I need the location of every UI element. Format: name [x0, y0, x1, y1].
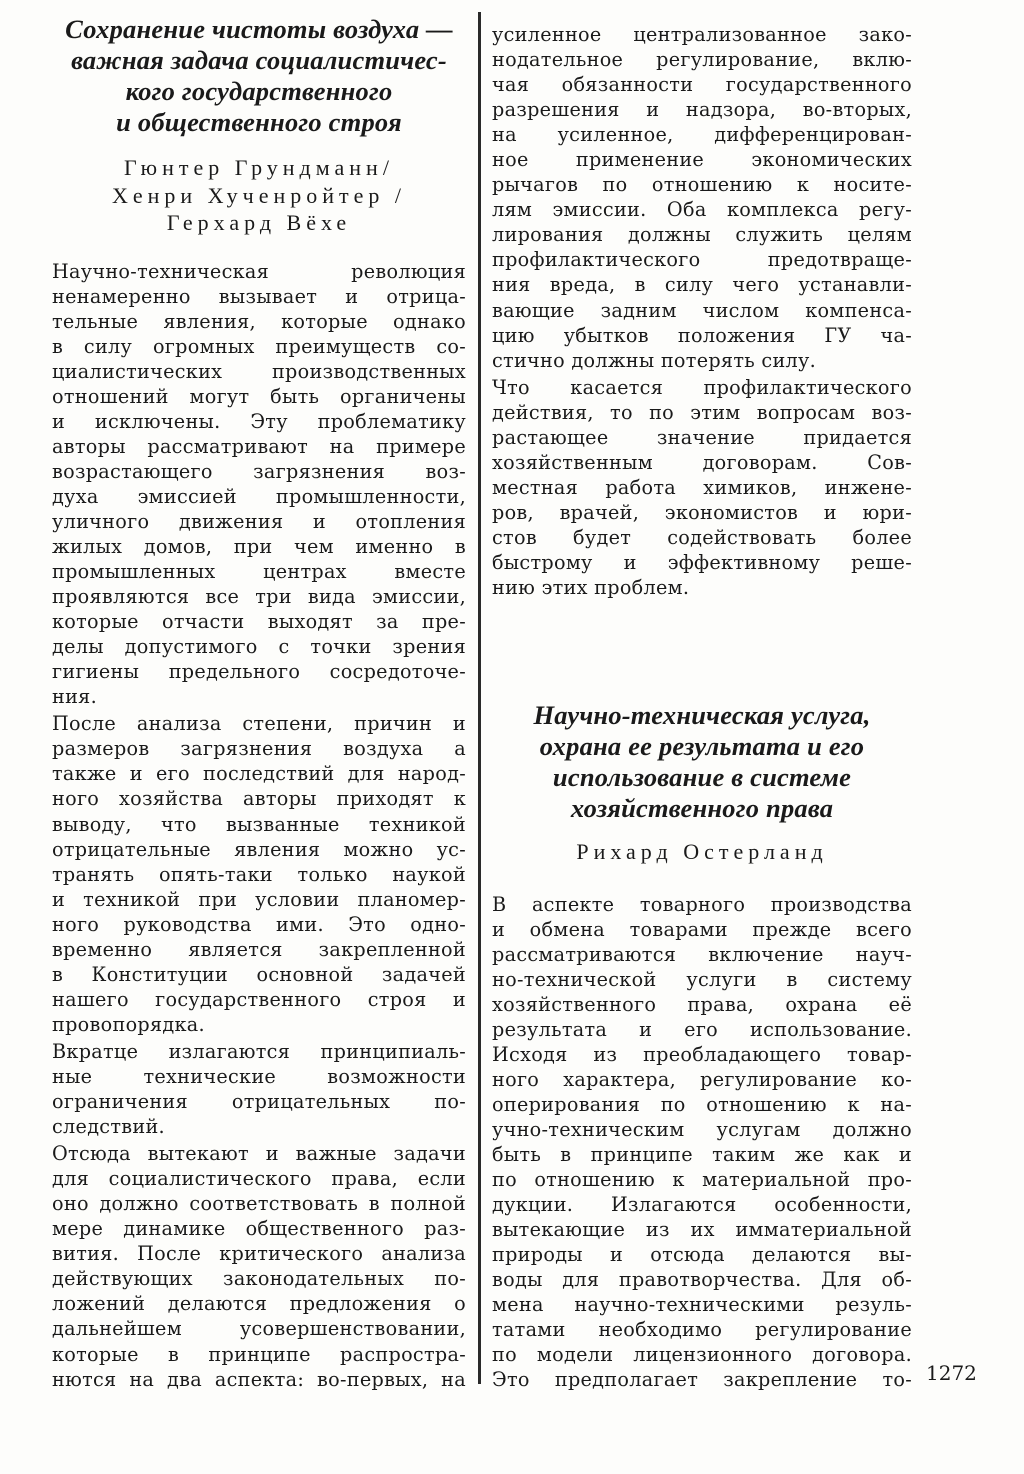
left-column [52, 0, 466, 1392]
text-line: мере динамике общественного раз- [52, 1217, 466, 1241]
text-line: временно является закрепленной [52, 937, 466, 961]
text-line: учно-техническим услугам должно [492, 1118, 912, 1141]
text-line: действующих законодательных по- [52, 1267, 466, 1291]
text-line: вающие задним числом компенса- [492, 298, 912, 322]
text-line: В аспекте товарного производства [492, 892, 912, 916]
text-line: Вкратце излагаются принципиаль- [52, 1039, 466, 1063]
abstract-paragraph [52, 1141, 466, 1391]
text-line: хозяйственным договорам. Сов- [492, 450, 912, 474]
text-line: нодательное регулирование, вклю- [492, 48, 912, 72]
text-line: ния вреда, в силу чего устанавли- [492, 273, 912, 297]
article2-title-line: Научно-техническая услуга, [533, 700, 871, 731]
text-line: природы и отсюда делаются вы- [492, 1243, 912, 1267]
text-line: оно должно соответствовать в полной [52, 1192, 466, 1216]
article1-title-line: важная задача социалистичес- [71, 45, 447, 75]
text-line: ные технические возможности [52, 1065, 466, 1088]
article1-authors [52, 154, 466, 237]
text-line: Что касается профилактического [492, 375, 912, 399]
article1-abstract [52, 259, 466, 1392]
text-line: следствий. [52, 1115, 165, 1139]
text-line: которые в принципе распростра- [52, 1342, 466, 1366]
abstract-paragraph [492, 375, 912, 600]
text-line: Исходя из преобладающего товар- [492, 1042, 912, 1066]
abstract-paragraph [52, 711, 466, 1037]
text-line: стов будет содействовать более [492, 525, 912, 549]
text-line: размеров загрязнения воздуха а [52, 737, 466, 761]
text-line: и техникой при условии планомер- [52, 887, 466, 911]
text-line: лям эмиссии. Оба комплекса регу- [492, 198, 912, 222]
abstract-paragraph [52, 1039, 466, 1139]
text-line: отрицательные явления можно ус- [52, 837, 466, 861]
article1-abstract-continuation [492, 22, 912, 600]
text-line: нию этих проблем. [492, 576, 690, 600]
text-line: быстрому и эффективному реше- [492, 550, 912, 574]
text-line: Отсюда вытекают и важные задачи [52, 1142, 466, 1166]
text-line: хозяйственного права, охрана её [492, 992, 912, 1016]
article2-title-line: использование в системе [552, 762, 852, 793]
text-line: быть в принципе таким же как и [492, 1143, 912, 1167]
text-line: уличного движения и отопления [52, 509, 466, 533]
text-line: результата и его использование. [492, 1017, 912, 1041]
text-line: на усиленное, дифференцирован- [492, 123, 912, 147]
text-line: для социалистического права, если [52, 1167, 466, 1191]
text-line: ния. [52, 685, 97, 709]
text-line: ного руководства ими. Это одно- [52, 912, 466, 936]
text-line: также и его последствий для народ- [52, 762, 466, 786]
text-line: нашего государственного строя и [52, 987, 466, 1011]
article2-title-line: хозяйственного права [570, 793, 834, 824]
text-line: но-технической услуги в систему [492, 967, 912, 991]
text-line: мена научно-техническими резуль- [492, 1293, 912, 1317]
text-line: оперирования по отношению к на- [492, 1092, 912, 1116]
text-line: в силу огромных преимуществ со- [52, 334, 466, 358]
text-line: ложений делаются предложения о [52, 1292, 466, 1316]
text-line: После анализа степени, причин и [52, 712, 466, 736]
text-line: профилактического предотвраще- [492, 248, 912, 272]
text-line: ное применение экономических [492, 148, 912, 172]
text-line: по отношению к материальной про- [492, 1168, 912, 1192]
text-line: авторы рассматривают на примере [52, 434, 466, 458]
text-line: по модели лицензионного договора. [492, 1343, 912, 1367]
page-number: 1272 [926, 1361, 977, 1385]
text-line: возрастающего загрязнения воз- [52, 459, 466, 483]
text-line: разрешения и надзора, во-вторых, [492, 98, 912, 122]
text-line: и обмена товарами прежде всего [492, 917, 912, 941]
text-line: нются на два аспекта: во-первых, на [52, 1367, 466, 1391]
text-line: цию убытков положения ГУ ча- [492, 323, 912, 347]
column-divider [478, 12, 481, 1384]
text-line: тельные явления, которые однако [52, 309, 466, 333]
text-line: промышленных центрах вместе [52, 560, 466, 584]
text-line: отношений могут быть органичены [52, 384, 466, 408]
text-line: транять опять-таки только наукой [52, 862, 466, 886]
article2-title-line: охрана ее результата и его [539, 731, 865, 762]
text-line: действия, то по этим вопросам воз- [492, 400, 912, 424]
article1-title-line: Сохранение чистоты воздуха — [65, 14, 453, 44]
abstract-paragraph [492, 892, 912, 1393]
text-line: циалистических производственных [52, 359, 466, 383]
text-line: местная работа химиков, инжене- [492, 475, 912, 499]
text-line: рассматриваются включение науч- [492, 942, 912, 966]
text-line: дальнейшем усовершенствовании, [52, 1317, 466, 1341]
article1-author-line: Гюнтер Грундманн/ [124, 155, 394, 180]
article1-author-line: Хенри Хученройтер / [111, 182, 407, 208]
text-line: вытекающие из их имматериальной [492, 1218, 912, 1242]
text-line: чая обязанности государственного [492, 73, 912, 97]
article1-author-line: Герхард Вёхе [166, 210, 352, 235]
text-line: делы допустимого с точки зрения [52, 635, 466, 659]
abstract-paragraph [492, 22, 912, 373]
text-line: провопорядка. [52, 1012, 205, 1036]
text-line: ного характера, регулирование ко- [492, 1067, 912, 1091]
text-line: растающее значение придается [492, 425, 912, 449]
article2-title [492, 700, 912, 824]
text-line: ров, врачей, экономистов и юри- [492, 500, 912, 524]
text-line: которые отчасти выходят за пре- [52, 610, 466, 634]
text-line: ненамеренно вызывает и отрица- [52, 284, 466, 308]
text-line: ограничения отрицательных по- [52, 1090, 466, 1114]
text-line: Научно-техническая революция [52, 259, 466, 283]
right-column [492, 0, 912, 1393]
article1-title-line: и общественного строя [116, 107, 402, 137]
text-line: гигиены предельного сосредоточе- [52, 660, 466, 684]
text-line: и исключены. Эту проблематику [52, 409, 466, 433]
text-line: татами необходимо регулирование [492, 1318, 912, 1342]
article1-title [52, 14, 466, 138]
article2-authors [492, 838, 912, 866]
article1-title-line: кого государственного [125, 76, 393, 106]
text-line: усиленное централизованное зако- [492, 23, 912, 46]
text-line: ного хозяйства авторы приходят к [52, 787, 466, 811]
text-line: воды для правотворчества. Для об- [492, 1268, 912, 1292]
text-line: духа эмиссией промышленности, [52, 484, 466, 508]
text-line: в Конституции основной задачей [52, 962, 466, 986]
text-line: дукции. Излагаются особенности, [492, 1193, 912, 1217]
text-line: стично должны потерять силу. [492, 348, 817, 372]
text-line: вития. После критического анализа [52, 1242, 466, 1266]
text-line: жилых домов, при чем именно в [52, 535, 466, 559]
text-line: рычагов по отношению к носите- [492, 173, 912, 197]
article2-author-line: Рихард Остерланд [576, 839, 828, 865]
abstract-paragraph [52, 259, 466, 710]
article2-abstract [492, 892, 912, 1393]
text-line: лирования должны служить целям [492, 223, 912, 247]
text-line: Это предполагает закрепление то- [492, 1368, 912, 1392]
text-line: выводу, что вызванные техникой [52, 812, 466, 836]
text-line: проявляются все три вида эмиссии, [52, 585, 466, 609]
